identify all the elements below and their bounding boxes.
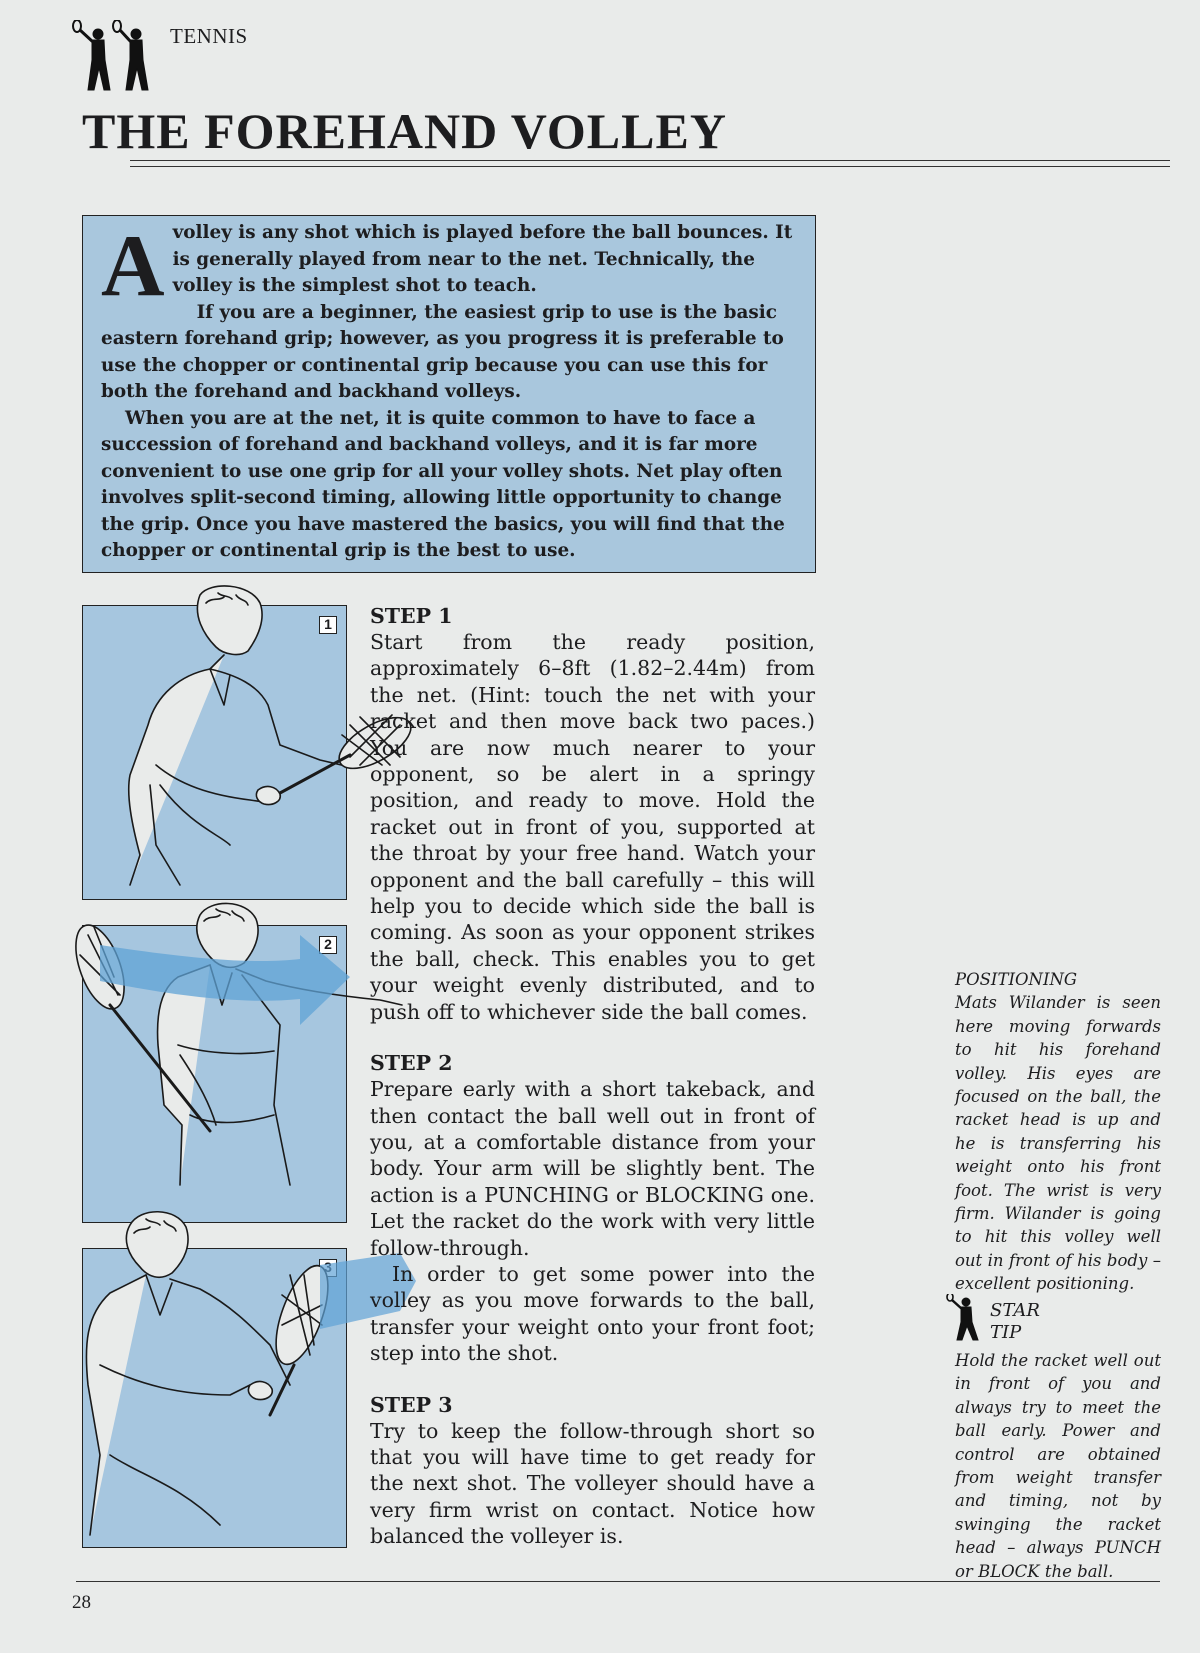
intro-paragraph-1: volley is any shot which is played before the ball bounces. It is generally played from near to the net. Technically, the volley is the simplest shot to teach. [172, 222, 793, 296]
star-tip-heading [990, 1300, 1040, 1344]
step-2-text: Prepare early with a short takeback, and then contact the ball well out in front of you, at a comfortable distance from your body. Your arm will be slightly bent. The action is a PUNCHING or BLOCKING one. Let the racket do the work with very little follow-through. [370, 1077, 815, 1260]
step-2-heading: STEP 2 [370, 1051, 453, 1076]
positioning-caption [955, 968, 1161, 1296]
footer-rule [76, 1581, 1160, 1582]
panel-number-2: 2 [319, 936, 337, 954]
player-figure-2 [66, 903, 402, 1185]
title-rule [130, 160, 1170, 167]
page-number: 28 [72, 1592, 91, 1613]
intro-paragraph-2: If you are a beginner, the easiest grip to use is the basic eastern forehand grip; however, as you progress it is preferable to use the chopper or continental grip because you can use this for both the forehand and backhand volleys. [101, 301, 784, 402]
dropcap: A [101, 218, 165, 315]
positioning-heading: POSITIONING [955, 970, 1078, 989]
star-tip-player-icon [946, 1294, 986, 1342]
star-tip-heading-line-2: TIP [990, 1322, 1022, 1343]
step-1-heading: STEP 1 [370, 604, 453, 628]
step-2-text-continued: In order to get some power into the volley as you move forwards to the ball, transfer your weight onto your front foot; step into the shot. [370, 1261, 815, 1366]
positioning-text: Mats Wilander is seen here moving forwards to hit his forehand volley. His eyes are focused on the ball, the racket head is up and he is transferring his weight onto his front foot. The wrist is very firm. Wilander is going to hit this volley well out in front of his body – excellent positioning. [955, 993, 1161, 1294]
star-tip-heading-line-1: STAR [990, 1300, 1040, 1321]
page-title: THE FOREHAND VOLLEY [82, 103, 727, 159]
tennis-players-icon [70, 20, 165, 92]
step-1-text: Start from the ready position, approximately 6–8ft (1.82–2.44m) from the net. (Hint: touch the net with your racket and then move back two paces.) You are now much nearer to your opponent, so be alert in a springy position, and ready to move. Hold the racket out in front of you, supported at the throat by your free hand. Watch your opponent and the ball carefully – this will help you to decide which side the ball is coming. As soon as your opponent strikes the ball, check. This enables you to get your weight evenly distributed, and to push off to whichever side the ball comes. [370, 630, 815, 1024]
intro-paragraph-3: When you are at the net, it is quite common to have to face a succession of forehand and backhand volleys, and it is far more convenient to use one grip for all your volley shots. Net play often involves split-second timing, allowing little opportunity to change the grip. Once you have mastered the basics, you will find that the chopper or continental grip is the best to use. [101, 407, 785, 561]
step-3-text: Try to keep the follow-through short so that you will have time to get ready for the next shot. The volleyer should have a very firm wrist on contact. Notice how balanced the volleyer is. [370, 1418, 815, 1549]
panel-number-1: 1 [319, 616, 337, 634]
section-label: TENNIS [170, 24, 248, 48]
intro-box [82, 215, 816, 573]
step-3-heading: STEP 3 [370, 1392, 453, 1417]
player-figure-3 [86, 1212, 338, 1535]
star-tip-text: Hold the racket well out in front of you and always try to meet the ball early. Power and control are obtained from weight transfer and timing, not by swinging the racket head – always PUNCH or BLOCK the ball. [955, 1351, 1161, 1581]
steps-column [370, 603, 815, 1550]
